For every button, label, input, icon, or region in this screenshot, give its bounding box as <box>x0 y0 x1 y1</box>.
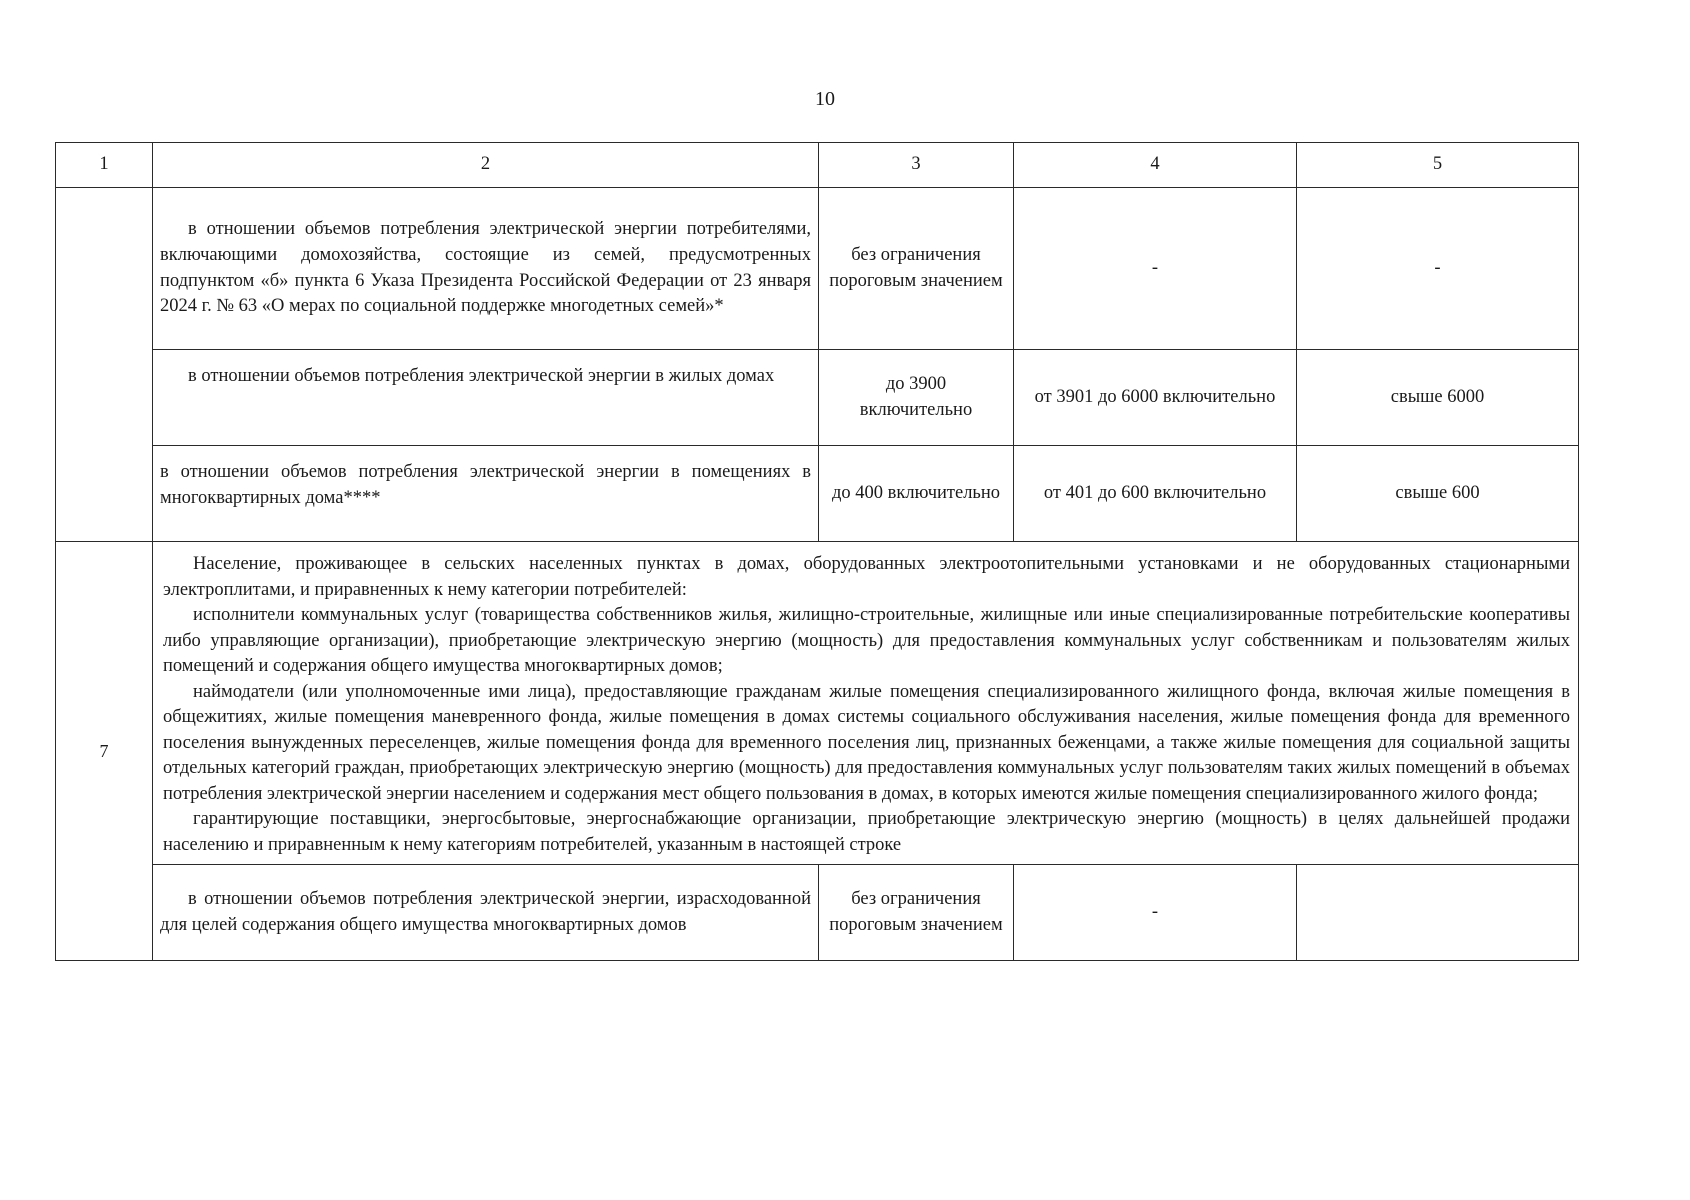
header-cell-3: 3 <box>819 143 1014 188</box>
section-7-row <box>56 542 1579 865</box>
section-7-paragraph: исполнители коммунальных услуг (товарищества собственников жилья, жилищно-строительные, жилищные или иные специализированные потребительские кооперативы либо управляющие организации), приобретающие электрическую энергию (мощность) для предоставления коммунальных услуг собственникам и пользователям жилых помещений и содержания общего имущества многоквартирных домов; <box>163 605 1570 677</box>
table-row <box>56 865 1579 961</box>
header-cell-2: 2 <box>153 143 819 188</box>
page-number: 10 <box>815 88 835 110</box>
row-col3-value: до 400 включительно <box>819 446 1014 542</box>
section-7-number: 7 <box>99 740 109 761</box>
tariff-table <box>55 142 1579 961</box>
section-7-paragraph: Население, проживающее в сельских населенных пунктах в домах, оборудованных электроотопительными установками и не оборудованных стационарными электроплитами, и приравненных к нему категории потребителей: <box>163 554 1570 600</box>
header-cell-5: 5 <box>1297 143 1579 188</box>
row-col4-value: - <box>1014 188 1297 350</box>
table-row <box>56 350 1579 446</box>
table-row <box>56 188 1579 350</box>
row-col3-value: до 3900 включительно <box>819 350 1014 446</box>
section-7-paragraph: гарантирующие поставщики, энергосбытовые, энергоснабжающие организации, приобретающие электрическую энергию (мощность) в целях дальнейшей продажи населению и приравненным к нему категориям потребителей, указанным в настоящей строке <box>163 809 1570 855</box>
section-7-text <box>153 542 1579 865</box>
section-7-number-cell <box>56 542 153 961</box>
header-cell-1: 1 <box>56 143 153 188</box>
row-description: в отношении объемов потребления электрической энергии, израсходованной для целей содержания общего имущества многоквартирных домов <box>153 865 819 961</box>
row-col4-value: от 401 до 600 включительно <box>1014 446 1297 542</box>
section-7-paragraph: наймодатели (или уполномоченные ими лица), предоставляющие гражданам жилые помещения специализированного жилищного фонда, включая жилые помещения в общежитиях, жилые помещения маневренного фонда, жилые помещения в домах системы социального обслуживания населения, жилые помещения фонда для временного поселения вынужденных переселенцев, жилые помещения фонда для временного поселения лиц, признанных беженцами, а также жилые помещения для социальной защиты отдельных категорий граждан, приобретающих электрическую энергию (мощность) для предоставления коммунальных услуг пользователям таких жилых помещений в объемах потребления электрической энергии населением и содержания мест общего пользования в домах, в которых имеются жилые помещения специализированного жилого фонда; <box>163 681 1570 804</box>
row-col3-value: без ограничения пороговым значением <box>819 865 1014 961</box>
row-col5-value: - <box>1297 188 1579 350</box>
row-col3-value: без ограничения пороговым значением <box>819 188 1014 350</box>
row-number-cell <box>56 188 153 542</box>
table-header-row <box>56 143 1579 188</box>
row-description: в отношении объемов потребления электрической энергии потребителями, включающими домохозяйства, состоящие из семей, предусмотренных подпунктом «б» пункта 6 Указа Президента Российской Федерации от 23 января 2024 г. № 63 «О мерах по социальной поддержке многодетных семей»* <box>153 188 819 350</box>
row-col5-value: свыше 600 <box>1297 446 1579 542</box>
row-description: в отношении объемов потребления электрической энергии в помещениях в многоквартирных дома**** <box>153 446 819 542</box>
row-col5-value <box>1297 865 1579 961</box>
row-description: в отношении объемов потребления электрической энергии в жилых домах <box>153 350 819 446</box>
header-cell-4: 4 <box>1014 143 1297 188</box>
row-col5-value: свыше 6000 <box>1297 350 1579 446</box>
row-col4-value: от 3901 до 6000 включительно <box>1014 350 1297 446</box>
table-row <box>56 446 1579 542</box>
row-col4-value: - <box>1014 865 1297 961</box>
